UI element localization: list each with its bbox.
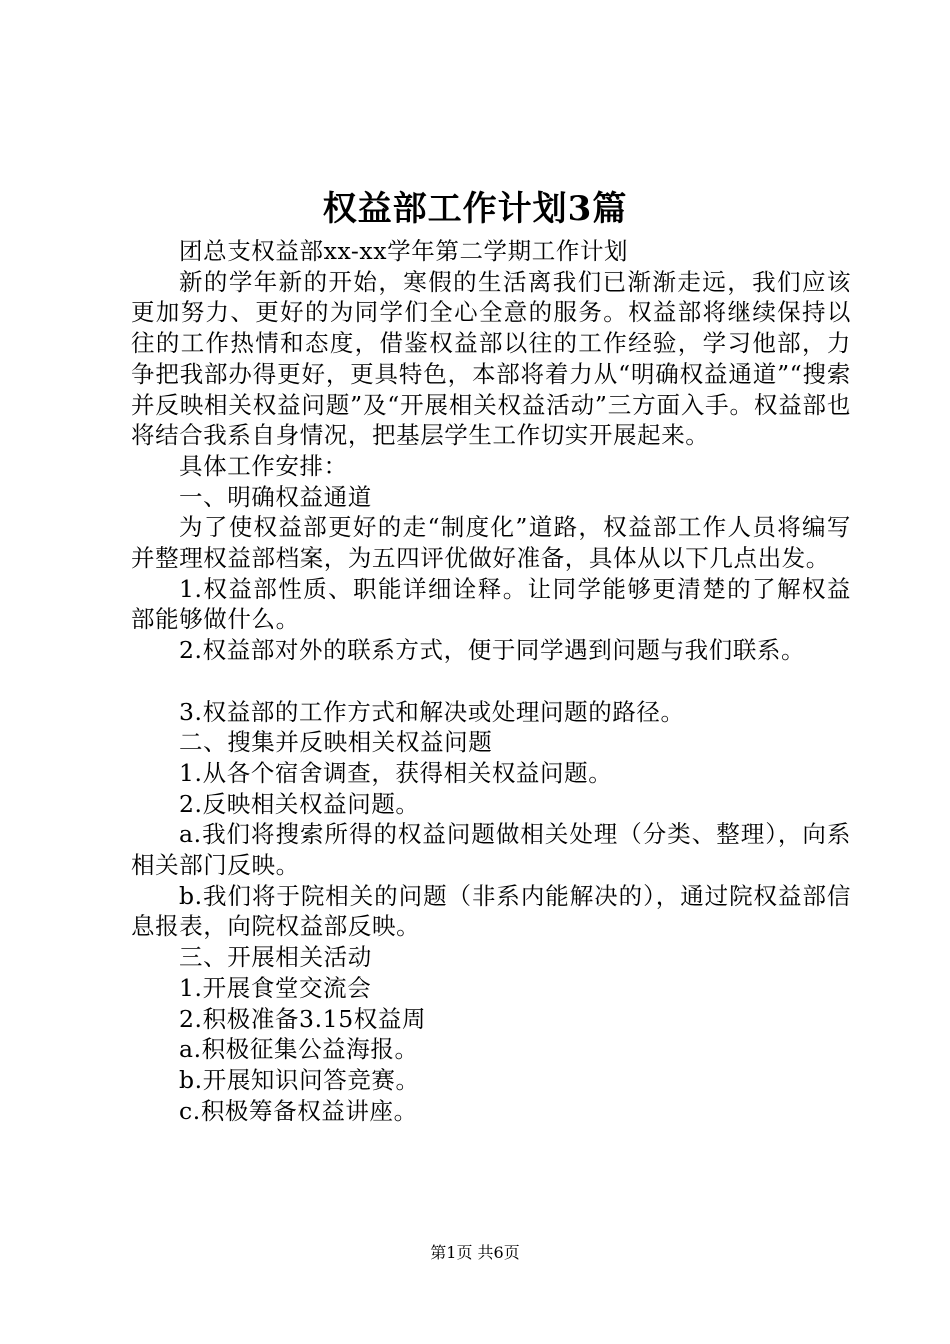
paragraph-intro: 新的学年新的开始，寒假的生活离我们已渐渐走远，我们应该更加努力、更好的为同学们全心全意的服务。权益部将继续保持以往的工作热情和态度，借鉴权益部以往的工作经验，学习他部，力争把我部办得更好，更具特色，本部将着力从“明确权益通道”“搜索并反映相关权益问题”及“开展相关权益活动”三方面入手。权益部也将结合我系自身情况，把基层学生工作切实开展起来。	[131, 267, 851, 450]
section-heading-3: 三、开展相关活动	[179, 943, 372, 972]
paragraph-subtitle: 团总支权益部xx-xx学年第二学期工作计划	[179, 237, 629, 265]
list-item-2-2-b: b.我们将于院相关的问题（非系内能解决的），通过院权益部信息报表，向院权益部反映。	[131, 881, 851, 941]
list-item-3-1: 1.开展食堂交流会	[179, 973, 372, 1002]
list-item-3-2: 2.积极准备3.15权益周	[179, 1004, 427, 1033]
list-item-3-2-c: c.积极筹备权益讲座。	[179, 1096, 418, 1125]
document-body	[131, 236, 851, 1126]
paragraph-section-1-intro: 为了使权益部更好的走“制度化”道路，权益部工作人员将编写并整理权益部档案，为五四评优做好准备，具体从以下几点出发。	[131, 513, 851, 573]
list-item-1-3: 3.权益部的工作方式和解决或处理问题的路径。	[179, 697, 685, 726]
list-item-3-2-a: a.积极征集公益海报。	[179, 1035, 419, 1064]
list-item-2-2-a: a.我们将搜索所得的权益问题做相关处理（分类、整理），向系相关部门反映。	[131, 820, 851, 880]
page-footer: 第1页 共6页	[430, 1243, 520, 1262]
list-item-3-2-b: b.开展知识问答竞赛。	[179, 1065, 420, 1094]
paragraph-schedule-heading: 具体工作安排：	[179, 451, 348, 480]
section-heading-1: 一、明确权益通道	[179, 482, 372, 511]
list-item-2-2: 2.反映相关权益问题。	[179, 789, 420, 818]
document-title: 权益部工作计划3篇	[322, 189, 628, 229]
list-item-1-2: 2.权益部对外的联系方式，便于同学遇到问题与我们联系。	[179, 636, 806, 665]
list-item-2-1: 1.从各个宿舍调查，获得相关权益问题。	[179, 758, 613, 787]
section-heading-2: 二、搜集并反映相关权益问题	[179, 728, 493, 757]
list-item-1-1: 1.权益部性质、职能详细诠释。让同学能够更清楚的了解权益部能够做什么。	[131, 574, 851, 634]
